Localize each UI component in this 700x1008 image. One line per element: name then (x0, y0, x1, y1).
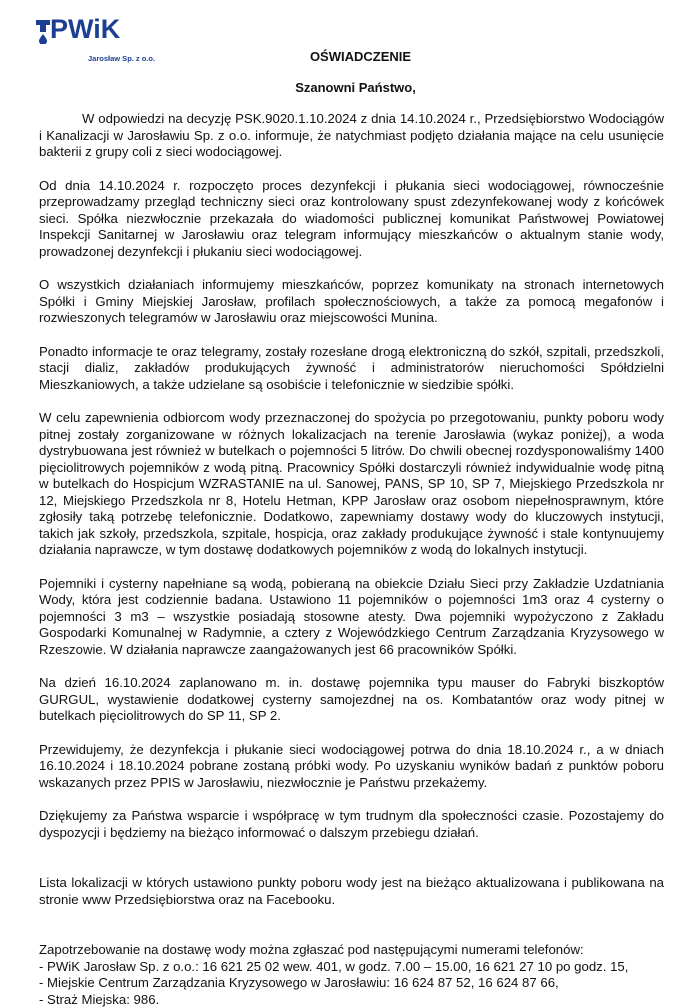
paragraph: W odpowiedzi na decyzję PSK.9020.1.10.2024 z dnia 14.10.2024 r., Przedsiębiorstwo Wodociągów i Kanalizacji w Jarosławiu Sp. z o.o. informuje, że natychmiast podjęto działania mające na celu usunięcie bakterii z grupy coli z sieci wodociągowej. (39, 111, 664, 161)
contact-item: - Straż Miejska: 986. (39, 992, 664, 1008)
document-body (39, 48, 664, 1008)
document-title: OŚWIADCZENIE (57, 48, 664, 66)
contact-list (39, 959, 664, 1008)
paragraph: W celu zapewnienia odbiorcom wody przeznaczonej do spożycia po przegotowaniu, punkty poboru wody pitnej zostały zorganizowane w różnych lokalizacjach na terenie Jarosławia (wykaz poniżej), a woda dystrybuowana jest również w butelkach o pojemności 5 litrów. Do chwili obecnej rozdysponowaliśmy 1400 pięciolitrowych pojemników z wodą pitną. Pracownicy Spółki dostarczyli również indywidualnie wodę pitną w butelkach do Hospicjum WZRASTANIE na ul. Sanowej, PANS, SP 10, SP 7, Miejskiego Przedszkola nr 12, Miejskiego Przedszkola nr 8, Hotelu Hetman, KPP Jarosław oraz osobom niepełnosprawnym, które zgłosiły taką potrzebę telefonicznie. Dodatkowo, zapewniamy dostawy wody do kluczowych instytucji, takich jak szkoły, przedszkola, szpitale, hospicja, oraz zakłady produkujące żywność i stale kontynuujemy działania naprawcze, w tym dostawę dodatkowych pojemników z wodą do lokalnych instytucji. (39, 410, 664, 559)
paragraph: Dziękujemy za Państwa wsparcie i współpracę w tym trudnym dla społeczności czasie. Pozostajemy do dyspozycji i będziemy na bieżąco informować o dalszym przebiegu działań. (39, 808, 664, 841)
contact-item: - PWiK Jarosław Sp. z o.o.: 16 621 25 02 wew. 401, w godz. 7.00 – 15.00, 16 621 27 10 po godz. 15, (39, 959, 664, 976)
paragraph: Od dnia 14.10.2024 r. rozpoczęto proces dezynfekcji i płukania sieci wodociągowej, równocześnie przeprowadzamy przegląd techniczny sieci oraz kontrolowany spust zdezynfekowanej wody z końcówek sieci. Spółka niezwłocznie przekazała do wiadomości publicznej komunikat Państwowej Powiatowej Inspekcji Sanitarnej w Jarosławiu oraz telegram informujący mieszkańców o aktualnym stanie wody, prowadzonej dezynfekcji i płukaniu sieci wodociągowej. (39, 178, 664, 261)
contact-item: - Miejskie Centrum Zarządzania Kryzysowego w Jarosławiu: 16 624 87 52, 16 624 87 66, (39, 975, 664, 992)
locations-note: Lista lokalizacji w których ustawiono punkty poboru wody jest na bieżąco aktualizowana i publikowana na stronie www Przedsiębiorstwa oraz na Facebooku. (39, 875, 664, 908)
paragraph: Ponadto informacje te oraz telegramy, zostały rozesłane drogą elektroniczną do szkół, szpitali, przedszkoli, stacji dializ, zakładów produkujących żywność i administratorów nieruchomości Spółdzielni Mieszkaniowych, a także udzielane są osobiście i telefonicznie w siedzibie spółki. (39, 344, 664, 394)
logo-subtitle: Jarosław Sp. z o.o. (88, 54, 155, 63)
contact-intro: Zapotrzebowanie na dostawę wody można zgłaszać pod następującymi numerami telefonów: (39, 942, 664, 959)
salutation: Szanowni Państwo, (39, 79, 664, 97)
paragraph: Na dzień 16.10.2024 zaplanowano m. in. dostawę pojemnika typu mauser do Fabryki biszkoptów GURGUL, wystawienie dodatkowej cysterny samojezdnej na os. Kombatantów oraz wody pitnej w butelkach pięciolitrowych do SP 11, SP 2. (39, 675, 664, 725)
paragraph: O wszystkich działaniach informujemy mieszkańców, poprzez komunikaty na stronach internetowych Spółki i Gminy Miejskiej Jarosław, profilach społecznościowych, a także za pomocą megafonów i rozwieszonych telegramów w Jarosławiu oraz miejscowości Munina. (39, 277, 664, 327)
svg-text:PWiK: PWiK (50, 14, 121, 44)
pwik-logo-icon (32, 14, 142, 44)
paragraph: Przewidujemy, że dezynfekcja i płukanie sieci wodociągowej potrwa do dnia 18.10.2024 r., a w dniach 16.10.2024 i 18.10.2024 pobrane zostaną próbki wody. Po uzyskaniu wyników badań z punktów poboru wskazanych przez PPIS w Jarosławiu, niezwłocznie je Państwu przekażemy. (39, 742, 664, 792)
paragraph: Pojemniki i cysterny napełniane są wodą, pobieraną na obiekcie Działu Sieci przy Zakładzie Uzdatniania Wody, która jest codziennie badana. Ustawiono 11 pojemników o pojemności 1m3 oraz 4 cysterny o pojemności 3 m3 – wszystkie posiadają stosowne atesty. Dwa pojemniki wypożyczono z Zakładu Gospodarki Komunalnej w Radymnie, a cztery z Wojewódzkiego Centrum Zarządzania Kryzysowego w Rzeszowie. W działania naprawcze zaangażowanych jest 66 pracowników Spółki. (39, 576, 664, 659)
